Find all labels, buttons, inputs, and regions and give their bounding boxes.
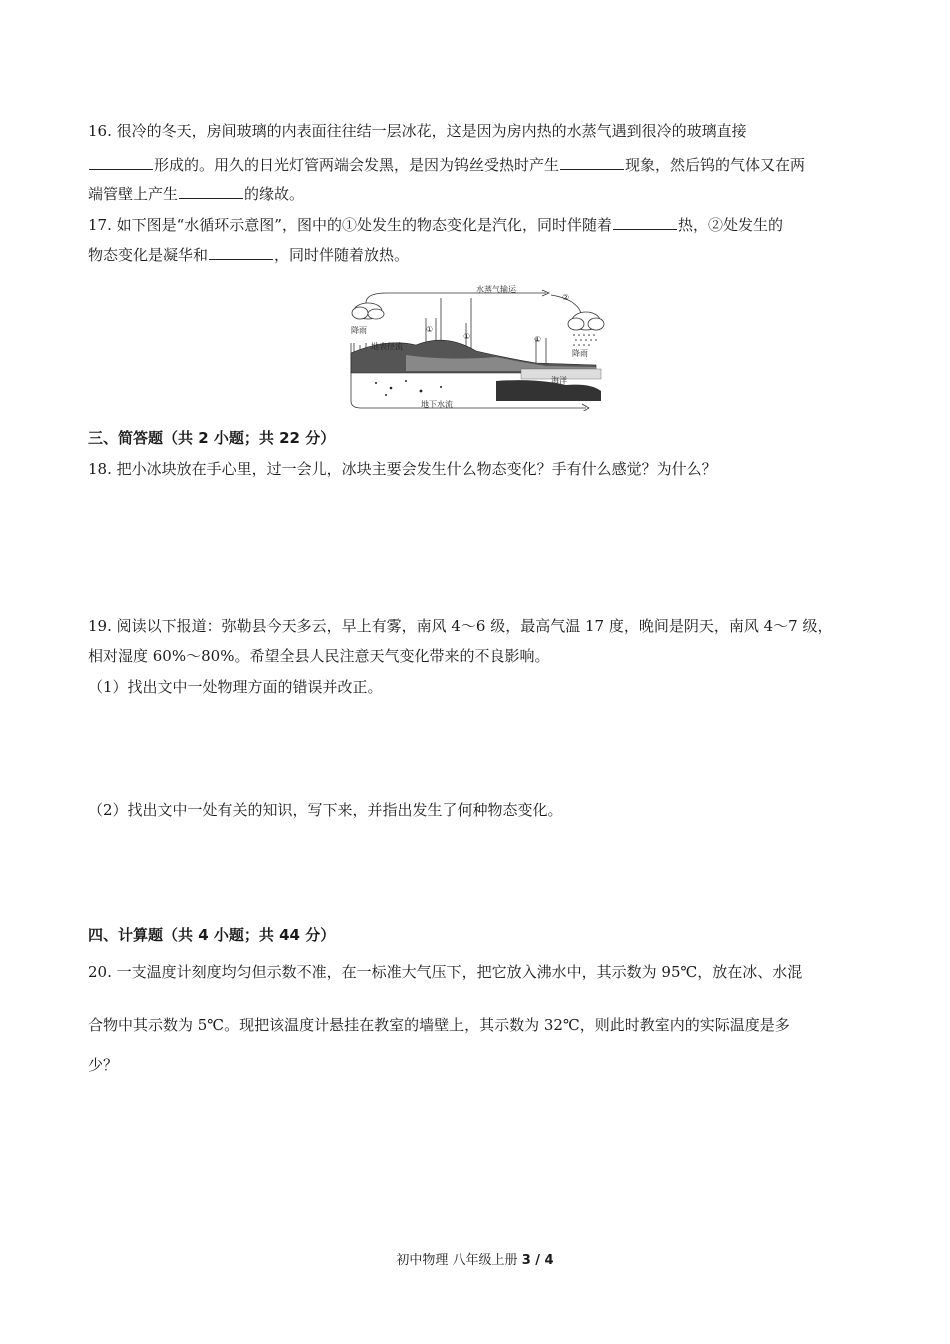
- marker-1: ①: [534, 335, 542, 344]
- q16-line3: [88, 184, 863, 204]
- section-title: 三、简答题（共 2 小题；共 22 分）: [88, 429, 336, 447]
- footer-text: 初中物理 八年级上册: [396, 1253, 518, 1268]
- q17-line1-b: 热，②处发生的: [677, 216, 783, 234]
- q16-line2-a: 形成的。用久的日光灯管两端会发黑，是因为钨丝受热时产生: [154, 156, 560, 174]
- section-title: 四、计算题（共 4 小题；共 44 分）: [88, 926, 336, 944]
- q17-line1: [88, 215, 863, 235]
- q16-line3-a: 端管壁上产生: [88, 185, 179, 203]
- answer-blank: [179, 184, 243, 199]
- q16-line1: 16. 很冷的冬天，房间玻璃的内表面往往结一层冰花，这是因为房内热的水蒸气遇到很冷的玻璃直接: [88, 122, 747, 140]
- q17-line1-a: 17. 如下图是“水循环示意图”，图中的①处发生的物态变化是汽化，同时伴随着: [88, 216, 612, 234]
- answer-blank: [209, 245, 273, 260]
- q16-line3-b: 的缘故。: [244, 185, 305, 203]
- q19-line2: 相对湿度 60%～80%。希望全县人民注意天气变化带来的不良影响。: [88, 647, 550, 665]
- answer-blank: [89, 155, 153, 170]
- page-footer: [0, 1249, 950, 1268]
- q20-line2: 合物中其示数为 5℃。现把该温度计悬挂在教室的墙壁上，其示数为 32℃，则此时教室内的实际温度是多: [88, 1016, 790, 1034]
- q18-text: 18. 把小冰块放在手心里，过一会儿，冰块主要会发生什么物态变化？手有什么感觉？为什么？: [88, 460, 717, 478]
- q16-line2: [88, 155, 863, 175]
- marker-1: ①: [463, 332, 471, 341]
- cloud-icon-right: [568, 312, 604, 346]
- q17-line2: [88, 245, 863, 265]
- label-surface-runoff: 地表径流: [371, 342, 403, 351]
- q20-line3: 少？: [88, 1056, 119, 1074]
- q17-line2-a: 物态变化是凝华和: [88, 246, 209, 264]
- answer-blank: [613, 215, 677, 230]
- q16-line2-b: 现象，然后钨的气体又在两: [625, 156, 806, 174]
- answer-blank: [560, 155, 624, 170]
- label-ocean: 海洋: [551, 376, 567, 385]
- arrowhead-icon: [582, 404, 589, 411]
- q20-line1: 20. 一支温度计刻度均匀但示数不准，在一标准大气压下，把它放入沸水中，其示数为 95℃，放在冰、水混: [88, 963, 803, 981]
- q19-sub1: （1）找出文中一处物理方面的错误并改正。: [88, 678, 383, 696]
- label-rain-left: 降雨: [351, 326, 367, 335]
- seabed-rocks: [496, 380, 601, 401]
- label-vapor-transport: 水蒸气输运: [476, 285, 516, 294]
- q19-line1: 19. 阅读以下报道：弥勒县今天多云，早上有雾，南风 4～6 级，最高气温 17 度，晚间是阴天，南风 4～7 级，: [88, 617, 833, 635]
- marker-1: ①: [426, 325, 434, 334]
- cloud-icon-left: [352, 303, 384, 319]
- marker-2: ②: [562, 293, 570, 302]
- water-cycle-diagram: [346, 283, 606, 411]
- q19-sub2: （2）找出文中一处有关的知识，写下来，并指出发生了何种物态变化。: [88, 801, 563, 819]
- page-number: 3 / 4: [521, 1253, 554, 1268]
- label-rain-right: 降雨: [572, 349, 588, 358]
- label-underground-flow: 地下水流: [421, 400, 453, 409]
- vapor-transport-arrow: [366, 293, 546, 303]
- q17-line2-b: ，同时伴随着放热。: [274, 246, 410, 264]
